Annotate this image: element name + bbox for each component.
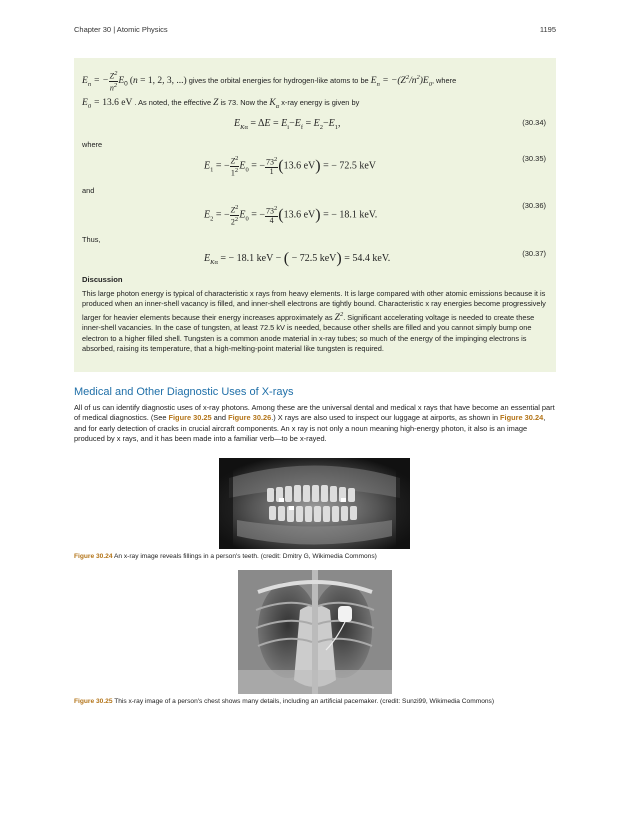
discussion-text: This large photon energy is typical of characteristic x rays from heavy elements. It is large compared with other atomic emissions because it is produced when an inner-shell vacancy is filled, and inner-shell electrons are tightly bound. Characteristic x ray energies become progressively larger for heavier elements because their energy increases approximately as $Z^2$. Significant accelerating voltage is needed to create these inner-shell vacancies. In the case of tungsten, at least 72.5 kV is needed, because other shells are filled and you cannot simply bump one electron to a higher filled shell. Tungsten is a common anode material in x-ray tubes; so much of the energy of the impinging electrons is absorbed, raising its temperature, that a high-melting-point material like tungsten is required.	[82, 289, 546, 354]
example-line-2: $E_0 = 13.6$ eV . As noted, the effective Z is 73. Now the $K_\alpha$ x-ray energy is given by	[82, 98, 360, 110]
example-line-1: $E_n$ = − $\frac{Z^2}{n^2}$ $E_0$ (n = 1, 2, 3, ...) gives the orbital energies for hydrogen-like atoms to be $E_n = -(Z^2/n^2)E_0$, where	[82, 70, 457, 93]
equation-30-37: $E_{K\alpha}$ = − 18.1 keV − ( − 72.5 keV) = 54.4 keV.	[204, 250, 391, 267]
equation-30-36: $E_2$ = − $\frac{Z^2}{2^2}$ $E_0$ = − $\frac{73^2}{4}$ (13.6 eV) = − 18.1 keV.	[204, 204, 378, 227]
equation-number: (30.36)	[522, 201, 546, 210]
dental-xray-graphic	[219, 458, 410, 549]
thus-label: Thus,	[82, 235, 101, 244]
chest-xray-image	[238, 570, 392, 694]
and-label: and	[82, 186, 95, 195]
chapter-title: Chapter 30 | Atomic Physics	[74, 25, 168, 34]
equation-number: (30.34)	[522, 118, 546, 127]
page-number: 1195	[539, 25, 556, 34]
dental-xray-image	[219, 458, 410, 549]
figure-link[interactable]: Figure 30.24	[500, 413, 544, 423]
equation-number: (30.37)	[522, 249, 546, 258]
figure-caption: Figure 30.25 This x-ray image of a person's chest shows many details, including an artificial pacemaker. (credit: Sunzi99, Wikimedia Commons)	[74, 698, 495, 705]
discussion-heading: Discussion	[82, 275, 123, 284]
figure-caption: Figure 30.24 An x-ray image reveals fillings in a person's teeth. (credit: Dmitry G, Wikimedia Commons)	[74, 553, 377, 560]
figure-link[interactable]: Figure 30.26	[228, 413, 272, 423]
page-header	[74, 25, 556, 34]
equation-30-35: $E_1$ = − $\frac{Z^2}{1^2}$ $E_0$ = − $\frac{73^2}{1}$ (13.6 eV) = − 72.5 keV	[204, 155, 377, 178]
equation-number: (30.35)	[522, 154, 546, 163]
figure-link[interactable]: Figure 30.25	[168, 413, 212, 423]
chest-xray-graphic	[238, 570, 392, 694]
figure-label: Figure 30.25	[74, 698, 113, 705]
figure-label: Figure 30.24	[74, 553, 113, 560]
section-paragraph: All of us can identify diagnostic uses of x-ray photons. Among these are the universal dental and medical x rays that have become an essential part of medical diagnostics. (See Figure 30.25 and Figure 30.26.) X rays are also used to inspect our luggage at airports, as shown in Figure 30.24, and for early detection of cracks in crucial aircraft components. An x ray is not only a noun meaning high-energy photon, it also is an image produced by x rays, and it has been made into a familiar verb—to be x-rayed.	[74, 403, 555, 444]
equation-30-34: $E_{K\alpha} = \Delta E = E_i-E_f = E_2-E_1$,	[234, 118, 341, 131]
section-title: Medical and Other Diagnostic Uses of X-rays	[74, 386, 294, 398]
where-label: where	[82, 140, 103, 149]
example-box	[74, 58, 556, 372]
